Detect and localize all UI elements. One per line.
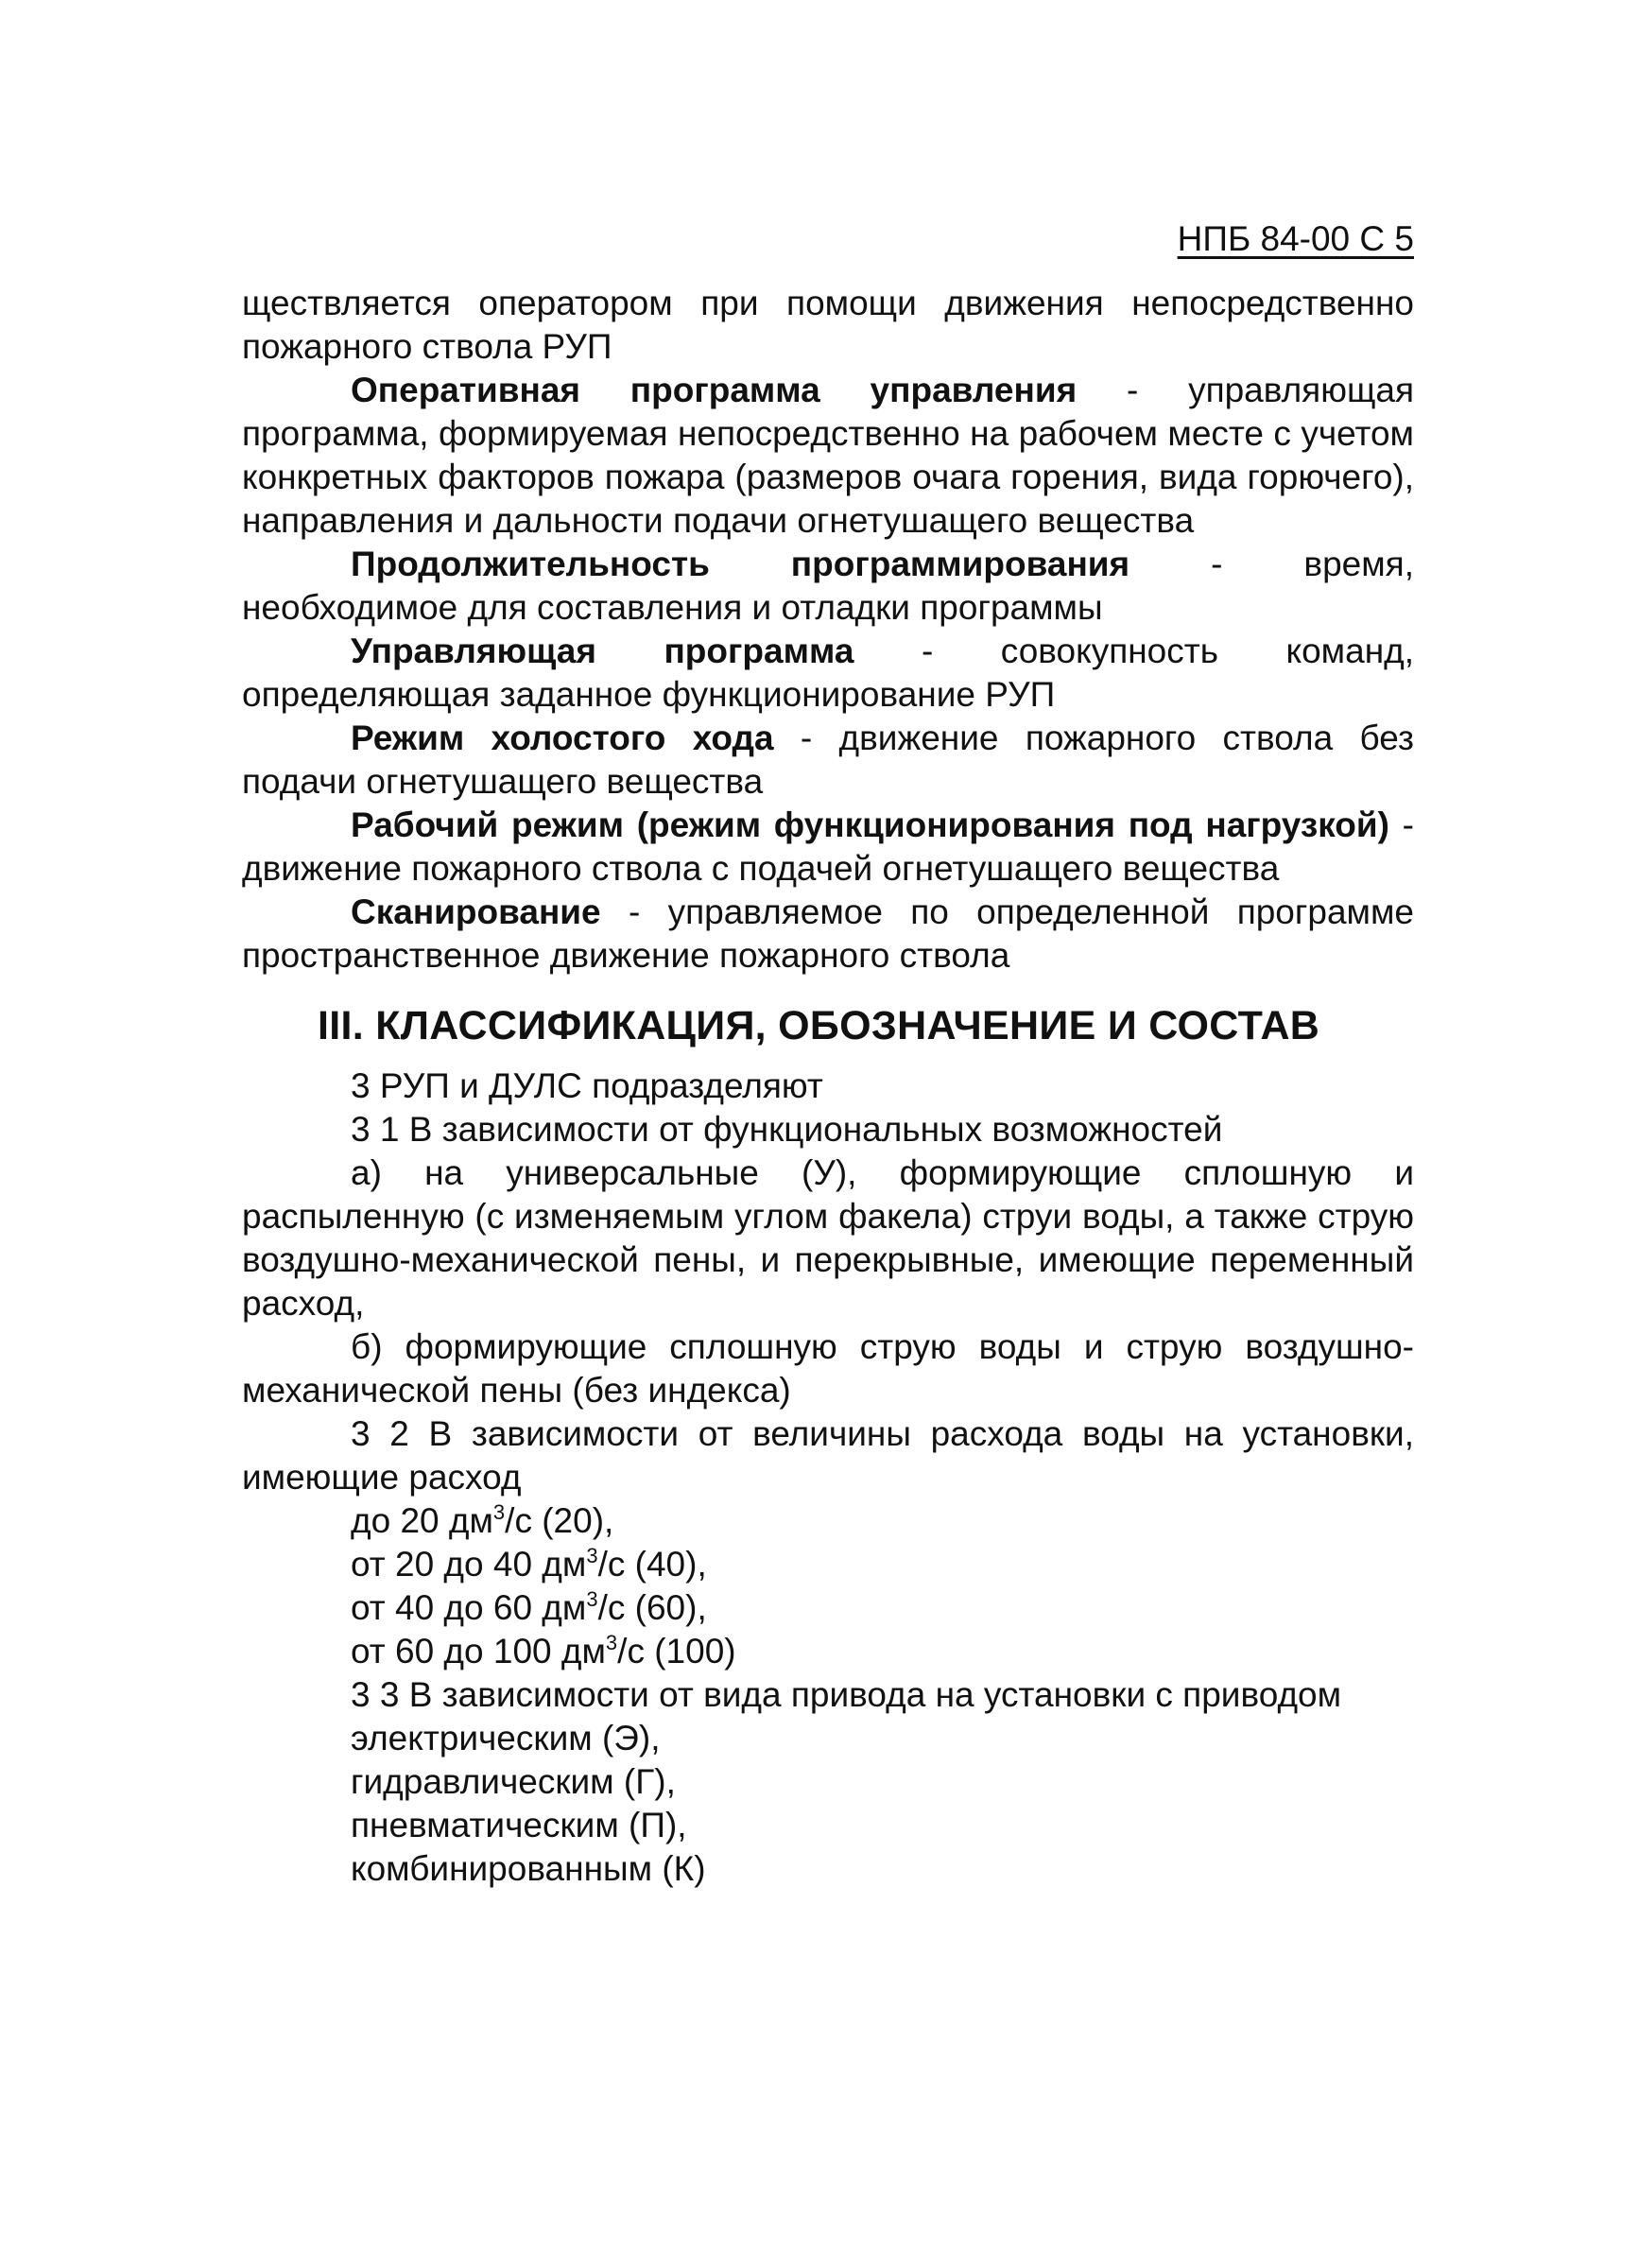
superscript: 3	[586, 1587, 598, 1611]
definition-text: - движение пожарного ствола с подачей огнетушащего вещества	[242, 805, 1415, 888]
definition-item	[242, 369, 1414, 543]
definition-term: Оперативная программа управления	[351, 371, 1078, 409]
definition-continuation: ществляется оператором при помощи движения непосредственно пожарного ствола РУП	[242, 284, 1414, 366]
superscript: 3	[586, 1544, 598, 1567]
clause-3-3: 3 3 В зависимости от вида привода на установки с приводом	[351, 1675, 1342, 1714]
drive-item: пневматическим (П),	[351, 1806, 687, 1844]
definition-text: - управляющая программа, формируемая непосредственно на рабочем месте с учетом конкретных факторов пожара (размеров очага горения, вида горючего), направления и дальности подачи огнетушащего вещества	[242, 371, 1414, 540]
flow-rate-suffix: /с (40),	[597, 1545, 707, 1584]
drive-item: комбинированным (К)	[351, 1849, 706, 1888]
page-header-doc-ref: НПБ 84-00 С 5	[1177, 219, 1414, 258]
section-title: III. КЛАССИФИКАЦИЯ, ОБОЗНАЧЕНИЕ И СОСТАВ	[318, 1003, 1320, 1048]
flow-rate-suffix: /с (20),	[505, 1501, 614, 1540]
flow-rate-suffix: /с (100)	[617, 1632, 736, 1671]
definition-text: - время, необходимое для составления и отладки программы	[242, 545, 1414, 627]
clause-3-1-b: б) формирующие сплошную струю воды и струю воздушно-механической пены (без индекса)	[242, 1327, 1414, 1410]
definition-term: Продолжительность программирования	[351, 545, 1130, 583]
flow-rate-item	[242, 1499, 1414, 1543]
definition-text: - движение пожарного ствола без подачи огнетушащего вещества	[242, 718, 1415, 801]
definition-item	[242, 891, 1414, 978]
definition-item	[242, 717, 1414, 804]
definition-item	[242, 630, 1414, 717]
flow-rate-text: от 60 до 100 дм	[351, 1632, 606, 1671]
definition-term: Управляющая программа	[351, 632, 854, 670]
flow-rate-text: до 20 дм	[351, 1501, 493, 1540]
definition-text: - совокупность команд, определяющая заданное функционирование РУП	[242, 632, 1415, 714]
definition-term: Рабочий режим (режим функционирования под нагрузкой)	[351, 805, 1389, 844]
document-page	[242, 217, 1414, 1891]
clause-3-1: 3 1 В зависимости от функциональных возможностей	[351, 1110, 1223, 1149]
definition-item	[242, 804, 1414, 891]
definition-text: - управляемое по определенной программе пространственное движение пожарного ствола	[242, 892, 1414, 975]
clause-3: 3 РУП и ДУЛС подразделяют	[351, 1066, 823, 1105]
definition-item	[242, 543, 1414, 630]
definition-term: Сканирование	[351, 892, 601, 931]
clause-3-1-a: а) на универсальные (У), формирующие сплошную и распыленную (с изменяемым углом факела) струи воды, а также струю воздушно-механической пены, и перекрывные, имеющие переменный расход,	[242, 1153, 1414, 1323]
flow-rate-item	[242, 1586, 1414, 1630]
clause-3-2: 3 2 В зависимости от величины расхода воды на установки, имеющие расход	[242, 1414, 1414, 1497]
flow-rate-suffix: /с (60),	[597, 1588, 707, 1627]
drive-item: электрическим (Э),	[351, 1719, 661, 1757]
flow-rate-item	[242, 1630, 1414, 1673]
superscript: 3	[492, 1500, 506, 1524]
superscript: 3	[605, 1631, 618, 1654]
flow-rate-item	[242, 1543, 1414, 1586]
definition-term: Режим холостого хода	[351, 718, 774, 757]
flow-rate-text: от 40 до 60 дм	[351, 1588, 587, 1627]
flow-rate-text: от 20 до 40 дм	[351, 1545, 587, 1584]
drive-item: гидравлическим (Г),	[351, 1762, 676, 1801]
